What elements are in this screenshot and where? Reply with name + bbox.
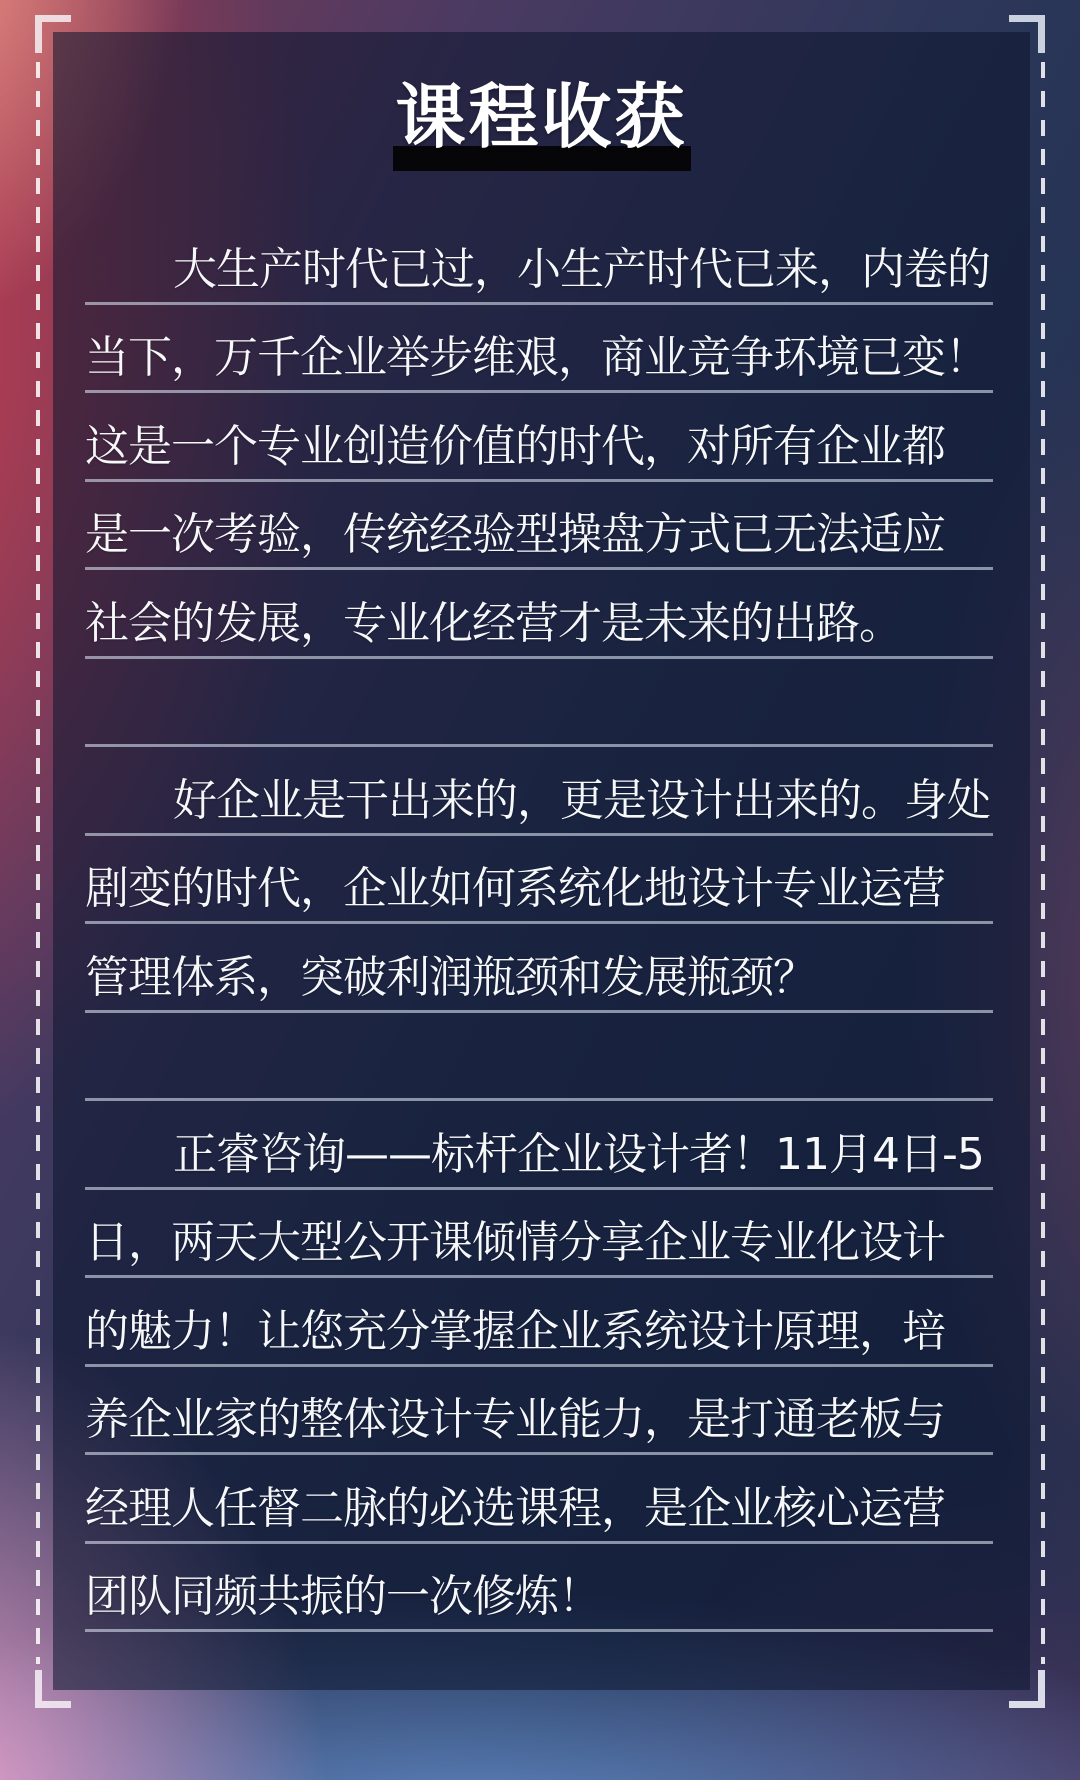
frame-dashed-line-left — [36, 62, 40, 1664]
paragraph-3-line-1: 正睿咨询——标杆企业设计者！11月4日-5 — [85, 1101, 993, 1190]
paragraph-1-line-1: 大生产时代已过，小生产时代已来，内卷的 — [85, 216, 993, 305]
paragraph-3-line-5: 经理人任督二脉的必选课程，是企业核心运营 — [85, 1455, 993, 1544]
paragraph-3-line-4: 养企业家的整体设计专业能力，是打通老板与 — [85, 1367, 993, 1456]
page-title-wrap — [53, 76, 1030, 171]
text-block — [85, 216, 993, 1632]
paragraph-3-line-6: 团队同频共振的一次修炼！ — [85, 1544, 993, 1633]
empty-line — [85, 659, 993, 748]
paragraph-2-line-3: 管理体系，突破利润瓶颈和发展瓶颈？ — [85, 924, 993, 1013]
corner-bracket-bottom-left — [35, 1670, 71, 1708]
paragraph-3-line-2: 日，两天大型公开课倾情分享企业专业化设计 — [85, 1190, 993, 1279]
paragraph-1-line-2: 当下，万千企业举步维艰，商业竞争环境已变！ — [85, 305, 993, 394]
frame-dashed-line-right — [1041, 62, 1045, 1664]
paragraph-3-line-3: 的魅力！让您充分掌握企业系统设计原理，培 — [85, 1278, 993, 1367]
paragraph-1-line-5: 社会的发展，专业化经营才是未来的出路。 — [85, 570, 993, 659]
paragraph-1-line-4: 是一次考验，传统经验型操盘方式已无法适应 — [85, 482, 993, 571]
corner-bracket-top-right — [1009, 15, 1045, 53]
corner-bracket-bottom-right — [1009, 1670, 1045, 1708]
paragraph-2-line-2: 剧变的时代，企业如何系统化地设计专业运营 — [85, 836, 993, 925]
empty-line — [85, 1013, 993, 1102]
paragraph-1-line-3: 这是一个专业创造价值的时代，对所有企业都 — [85, 393, 993, 482]
paragraph-2-line-1: 好企业是干出来的，更是设计出来的。身处 — [85, 747, 993, 836]
corner-bracket-top-left — [35, 15, 71, 53]
page-title: 课程收获 — [393, 80, 691, 171]
